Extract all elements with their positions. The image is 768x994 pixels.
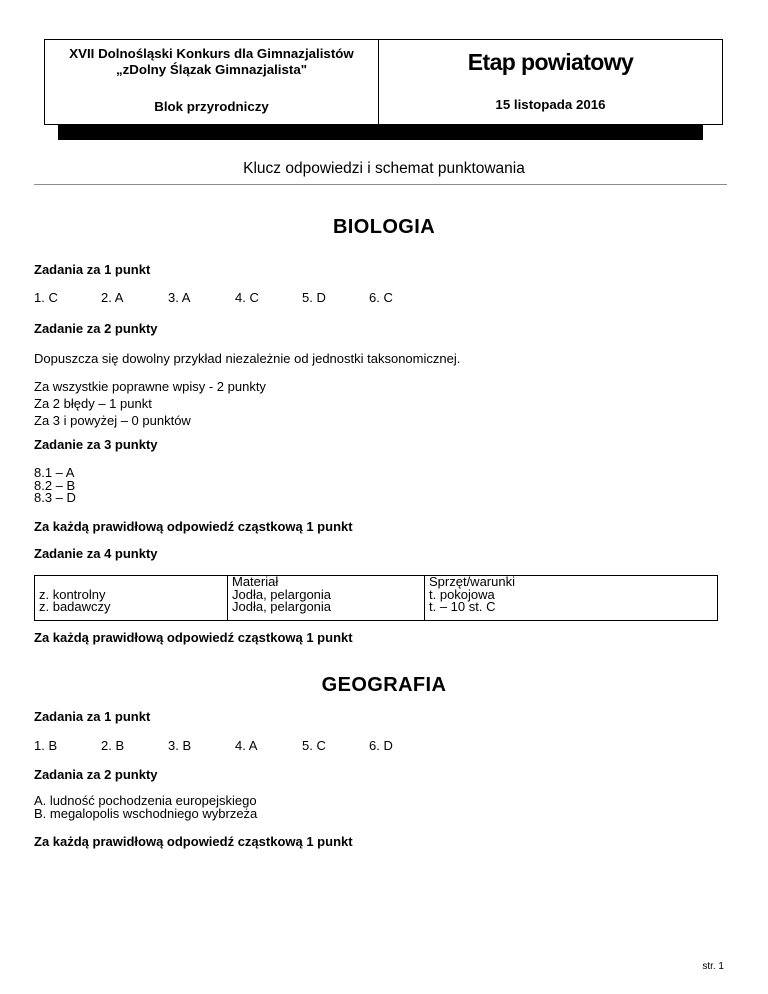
biology-s3-scoring: Za każdą prawidłową odpowiedź cząstkową 1 punkt xyxy=(34,519,353,534)
cell-line: t. – 10 st. C xyxy=(429,599,496,614)
biology-title: BIOLOGIA xyxy=(332,216,436,238)
geography-title: GEOGRAFIA xyxy=(321,674,447,696)
answer-item: A. ludność pochodzenia europejskiego xyxy=(34,793,257,808)
experiment-table xyxy=(34,575,718,621)
geography-s2-heading: Zadania za 2 punkty xyxy=(34,767,158,782)
biology-s3-answers xyxy=(34,467,76,505)
answer-item: B. megalopolis wschodniego wybrzeża xyxy=(34,805,258,821)
geography-s2-answers xyxy=(34,795,257,820)
cell-line: Jodła, pelargonia xyxy=(232,599,332,614)
scoring-line: Za wszystkie poprawne wpisy - 2 punkty xyxy=(34,379,266,394)
cell-line: Materiał xyxy=(232,574,279,589)
document-subtitle: Klucz odpowiedzi i schemat punktowania xyxy=(243,160,525,177)
answer-item: 8.1 – A xyxy=(34,465,75,480)
answer-item: 8.3 – D xyxy=(34,490,76,505)
header-black-bar xyxy=(58,125,703,140)
answer-item: 5. C xyxy=(302,738,326,753)
contest-name xyxy=(45,46,378,78)
contest-name-line1: XVII Dolnośląski Konkurs dla Gimnazjalistów xyxy=(69,46,354,61)
biology-s4-scoring: Za każdą prawidłową odpowiedź cząstkową 1 punkt xyxy=(34,630,353,645)
answer-item: 4. C xyxy=(235,290,259,305)
answer-item: 3. B xyxy=(168,738,192,753)
answer-item: 2. B xyxy=(101,738,125,753)
biology-s1-answers xyxy=(34,290,436,305)
block-name: Blok przyrodniczy xyxy=(154,99,269,114)
biology-s2-scoring xyxy=(34,378,266,429)
biology-s2-heading: Zadanie za 2 punkty xyxy=(34,321,158,336)
answer-item: 6. D xyxy=(369,738,393,753)
exam-date: 15 listopada 2016 xyxy=(495,97,606,112)
table-cell-conditions xyxy=(425,576,718,621)
horizontal-rule xyxy=(34,184,727,185)
answer-item: 5. D xyxy=(302,290,326,305)
scoring-line: Za 3 i powyżej – 0 punktów xyxy=(34,413,191,428)
cell-line: Sprzęt/warunki xyxy=(429,574,515,589)
answer-item: 1. B xyxy=(34,738,58,753)
page-number: str. 1 xyxy=(702,961,724,972)
header-box xyxy=(44,39,723,125)
answer-item: 4. A xyxy=(235,738,258,753)
answer-item: 3. A xyxy=(168,290,191,305)
table-row xyxy=(35,576,718,621)
stage-title: Etap powiatowy xyxy=(467,49,634,75)
table-cell-group xyxy=(35,576,228,621)
biology-s1-heading: Zadania za 1 punkt xyxy=(34,262,151,277)
biology-s3-heading: Zadanie za 3 punkty xyxy=(34,437,158,452)
cell-line: z. kontrolny xyxy=(39,586,106,602)
answer-item: 6. C xyxy=(369,290,393,305)
cell-line: t. pokojowa xyxy=(429,586,495,602)
answer-item: 2. A xyxy=(101,290,124,305)
contest-name-line2: „zDolny Ślązak Gimnazjalista" xyxy=(115,62,308,77)
scoring-line: Za 2 błędy – 1 punkt xyxy=(34,396,152,411)
geography-s1-heading: Zadania za 1 punkt xyxy=(34,709,151,724)
cell-line: Jodła, pelargonia xyxy=(232,586,332,602)
answer-item: 8.2 – B xyxy=(34,477,76,493)
table-cell-material xyxy=(228,576,425,621)
geography-s1-answers xyxy=(34,738,436,753)
answer-item: 1. C xyxy=(34,290,58,305)
biology-s2-note: Dopuszcza się dowolny przykład niezależnie od jednostki taksonomicznej. xyxy=(34,351,461,366)
biology-s4-heading: Zadanie za 4 punkty xyxy=(34,546,158,561)
geography-s2-scoring: Za każdą prawidłową odpowiedź cząstkową 1 punkt xyxy=(34,834,353,849)
cell-line: z. badawczy xyxy=(39,599,111,614)
